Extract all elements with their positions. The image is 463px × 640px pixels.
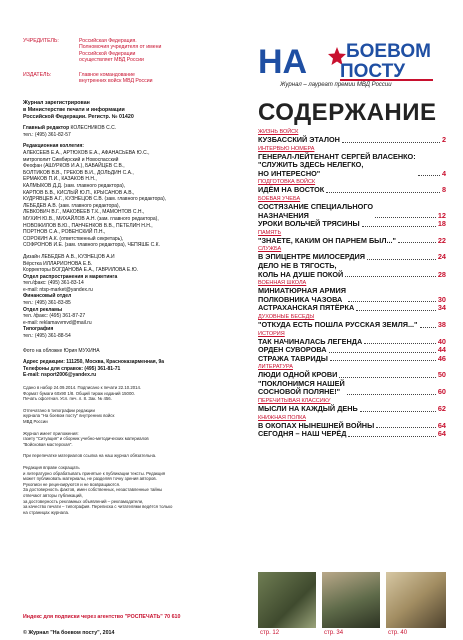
dot-leader — [348, 436, 435, 437]
toc-entry-title: ОРДЕН СУВОРОВА — [258, 345, 327, 355]
dot-leader — [362, 226, 436, 227]
toc-entry-title: В ОКОПАХ НЫНЕШНЕЙ ВОЙНЫ — [258, 420, 375, 430]
dot-leader — [342, 142, 440, 143]
toc-entry-page: 64 — [437, 420, 446, 430]
toc-entry-page: 50 — [437, 370, 446, 380]
toc-entry[interactable] — [258, 321, 446, 330]
toc-entry-page: 62 — [437, 404, 446, 414]
distribution-contacts: тел./факс: (495) 361-83-14 e-mail: ntsp-market@yandex.ru — [23, 280, 93, 293]
logo-boevom: БОЕВОМ — [346, 41, 431, 62]
toc-entry-page: 24 — [437, 252, 446, 262]
dot-leader — [367, 259, 436, 260]
toc-entry-page: 46 — [437, 353, 446, 363]
toc-category: ИНТЕРВЬЮ НОМЕРА — [258, 145, 315, 152]
toc-category: ВОЕННАЯ ШКОЛА — [258, 280, 307, 287]
toc-entry[interactable] — [258, 355, 446, 364]
dot-leader — [398, 242, 436, 243]
toc-entry-title: МЫСЛИ НА КАЖДЫЙ ДЕНЬ — [258, 404, 358, 414]
toc-category: ПЕРЕЧИТЫВАЯ КЛАССИКУ — [258, 398, 331, 405]
toc-category: БОЕВАЯ УЧЕБА — [258, 195, 301, 202]
toc-entry[interactable] — [258, 186, 446, 195]
toc-entry[interactable] — [258, 136, 446, 145]
toc-category: ЖИЗНЬ ВОЙСК — [258, 129, 299, 135]
caption-photo-1: стр. 12 — [260, 630, 280, 636]
finance-contacts: тел.: (495) 361-83-85 — [23, 300, 71, 307]
email: E-mail: nsport2006@yandex.ru — [23, 372, 97, 379]
logo-na: НА — [258, 43, 308, 81]
dot-leader — [356, 310, 436, 311]
dot-leader — [345, 276, 436, 277]
toc-entry-page: 28 — [437, 269, 446, 279]
photo-strip — [258, 572, 446, 628]
address: Адрес редакции: 111250, Москва, Красноказарменная, 9а — [23, 359, 165, 366]
dot-leader — [348, 301, 436, 302]
photo-page-12 — [258, 572, 316, 628]
tagline: Журнал – лауреат премии МВД России — [280, 82, 392, 88]
founder-label: УЧРЕДИТЕЛЬ: — [23, 38, 59, 44]
toc-entry-title: ИДЁМ НА ВОСТОК — [258, 185, 325, 195]
imprint-column — [23, 38, 238, 515]
editor-phone: тел.: (495) 361-82-57 — [23, 131, 71, 138]
board-block — [23, 143, 238, 249]
toc-entry[interactable] — [258, 203, 446, 220]
board-label: Редакционная коллегия: — [23, 143, 84, 150]
toc-entry[interactable] — [258, 220, 446, 229]
dot-leader — [376, 427, 436, 428]
toc-entry-title: СОСТЯЗАНИЕ СПЕЦИАЛЬНОГО НАЗНАЧЕНИЯ — [258, 201, 374, 220]
caption-photo-3: стр. 40 — [388, 630, 408, 636]
toc-category: КНИЖНАЯ ПОЛКА — [258, 414, 306, 421]
design-block: Дизайн ЛЕБЕДЕВ А.В., КУЗНЕЦОВ А.И Вёрстка ИЛЛАРИОНОВА Е.Б. Корректоры БОГДАНОВА Е.А., ГАВРИЛОВА Е.Ю. — [23, 253, 139, 274]
supplements: Журнал имеет приложения: газету "Ситуация" и сборник учебно-методических материалов "Войсковая мастерская". — [23, 430, 149, 447]
table-of-contents — [258, 128, 446, 439]
dot-leader — [326, 192, 440, 193]
editor-label: Главный редактор — [23, 125, 70, 132]
registration: Журнал зарегистрирован в Министерстве печати и информации Российской Федерации. Регистр. № 01420 — [23, 100, 134, 120]
dot-leader — [418, 175, 440, 176]
toc-entry-title: ТАК НАЧИНАЛАСЬ ЛЕГЕНДА — [258, 336, 363, 346]
toc-entry[interactable] — [258, 405, 446, 414]
toc-entry[interactable] — [258, 153, 446, 179]
printer-info: Отпечатано в типографии редакции журнала "На боевом посту" внутренних войск МВД России — [23, 407, 115, 424]
toc-entry-title: КУЗБАССКИЙ ЭТАЛОН — [258, 135, 340, 144]
toc-entry[interactable] — [258, 237, 446, 246]
cover-photo-credit: Фото на обложке Юрия МУХИНА — [23, 347, 100, 354]
contacts-block — [23, 359, 238, 379]
toc-category: СЛУЖБА — [258, 246, 282, 253]
founder-row — [23, 38, 238, 64]
distribution-title: Отдел распространения и маркетинга — [23, 273, 118, 280]
toc-entry-page: 8 — [441, 185, 446, 195]
toc-entry-title: СЕГОДНЯ – НАШ ЧЕРЁД — [258, 429, 347, 439]
toc-entry-page: 22 — [437, 235, 446, 245]
photo-page-40 — [386, 572, 446, 628]
toc-entry-title: СТРАЖА ТАВРИДЫ — [258, 353, 328, 363]
ads-contacts: тел. /факс: (495) 361-87-27 e-mail: reklamavvmvd@mail.ru — [23, 313, 92, 326]
dot-leader — [364, 343, 436, 344]
page-title: СОДЕРЖАНИЕ — [258, 99, 437, 126]
toc-entry-page: 60 — [437, 387, 446, 397]
dot-leader — [329, 352, 436, 353]
toc-entry-page: 40 — [437, 336, 446, 346]
publisher-text: Главное командование внутренних войск МВД России — [79, 71, 153, 85]
toc-entry-page: 34 — [437, 303, 446, 313]
toc-entry-title: ДЕЛО НЕ В ТЯГОСТЬ, КОЛЬ НА ДУШЕ ПОКОЙ — [258, 260, 344, 279]
magazine-logo — [258, 33, 443, 88]
toc-entry[interactable] — [258, 287, 446, 304]
toc-category: ПОДГОТОВКА ВОЙСК — [258, 179, 316, 186]
toc-entry-title: "ОТКУДА ЕСТЬ ПОШЛА РУССКАЯ ЗЕМЛЯ..." — [258, 319, 418, 329]
toc-entry-title: В ЭПИЦЕНТРЕ МИЛОСЕРДИЯ — [258, 252, 366, 262]
rights-note: Редакция вправе сокращать и литературно обрабатывать принятые к публикации тексты. Редакция может публиковать материалы, не разделяя точку зрения авторов. Рукописи не рецензируются и не возвращаются. За достоверность фактов, имен собственных, незаставленные тайны отвечают авторы публикаций, за достоверность рекламных объявлений – рекламодатели, за качество печати – типография. Переписка с читателями ведётся только на страницах журнала. — [23, 464, 173, 515]
toc-entry[interactable] — [258, 380, 446, 397]
dot-leader — [330, 360, 436, 361]
finance-title: Финансовый отдел — [23, 293, 72, 300]
dot-leader — [420, 327, 436, 328]
toc-entry[interactable] — [258, 262, 446, 279]
print-title: Типография — [23, 326, 54, 333]
photo-page-34 — [322, 572, 380, 628]
toc-entry-page: 30 — [437, 294, 446, 304]
logo-postu: ПОСТУ — [340, 61, 406, 82]
toc-entry-page: 44 — [437, 345, 446, 355]
print-info: Сдано в набор 24.09.2014. Подписано к печати 22.10.2014. Формат бумаги 60х90 1/8. Общий тираж изданий 15000. Печать офсетная. Усл. печ. л. 8. Зак. № 456. — [23, 385, 142, 402]
toc-entry-title: "ЗНАЕТЕ, КАКИМ ОН ПАРНЕМ БЫЛ..." — [258, 235, 396, 245]
phone: Телефоны для справок: (495) 361-81-71 — [23, 365, 121, 372]
toc-entry[interactable] — [258, 304, 446, 313]
editor-name: КОЛЕСНИКОВ С.С. — [70, 125, 117, 132]
copyright: © Журнал "На боевом посту", 2014 — [23, 630, 115, 636]
toc-entry[interactable] — [258, 430, 446, 439]
dot-leader — [339, 377, 436, 378]
publisher-row — [23, 72, 238, 85]
ads-title: Отдел рекламы — [23, 306, 63, 313]
toc-entry-title: ЛЮДИ ОДНОЙ КРОВИ — [258, 370, 338, 380]
reprint-note: При перепечатке материалов ссылка на наш журнал обязательна. — [23, 453, 157, 459]
toc-entry-title: "ПОКЛОНИМСЯ НАШЕЙ СОСНОВОЙ ПОЛЯНЕ!" — [258, 378, 345, 397]
toc-entry-page: 38 — [437, 319, 446, 329]
print-contacts: тел.: (495) 361-88-54 — [23, 333, 71, 340]
toc-entry-title: ГЕНЕРАЛ-ЛЕЙТЕНАНТ СЕРГЕЙ ВЛАСЕНКО: "СЛУЖИТЬ ЗДЕСЬ НЕЛЕГКО, НО ИНТЕРЕСНО" — [258, 151, 416, 178]
founder-text: Российская Федерация. Полномочия учредителя от имени Российской Федерации осуществляет МВД России — [79, 38, 162, 64]
dot-leader — [360, 411, 436, 412]
toc-entry-title: АСТРАХАНСКАЯ ПЯТЁРКА — [258, 303, 355, 313]
toc-entry-title: УРОКИ ВОЛЬЧЕЙ ТРЯСИНЫ — [258, 219, 360, 229]
toc-entry-page: 18 — [437, 219, 446, 229]
caption-photo-2: стр. 34 — [324, 630, 344, 636]
dot-leader — [347, 394, 436, 395]
subscription-index: Индекс для подписки через агентство "РОСПЕЧАТЬ" 70 610 — [23, 614, 181, 620]
distribution-block — [23, 274, 238, 340]
toc-category: ДУХОВНЫЕ БЕСЕДЫ — [258, 313, 315, 320]
toc-entry-title: МИНИАТЮРНАЯ АРМИЯ ПОЛКОВНИКА ЧАЗОВА — [258, 286, 347, 304]
toc-category: ЛИТЕРАТУРА — [258, 364, 293, 371]
publisher-label: ИЗДАТЕЛЬ: — [23, 71, 52, 78]
toc-entry-page: 4 — [441, 168, 446, 178]
editor-block — [23, 125, 238, 138]
toc-category: ПАМЯТЬ — [258, 229, 282, 236]
toc-entry-page: 12 — [437, 210, 446, 220]
board-list: АЛЕКСЕЕВ Е.А., АРТЮХОВ Е.А., АФАНАСЬЕВА Ю.С., митрополит Симбирский и Новоспасский Феофан (АШУРКОВ И.А.), БАБАЙЦЕВ С.В., БОЛТИКОВ В.В., ГРЕКОВ В.И., ДОЛЬДИН С.А., ЕРМАКОВ П.И., КАЗАКОВ Н.Н., КАЛМЫКОВ Д.Д. (зам. главного редактора), КАРПОВ Б.В., КИСЛЫЙ Ю.П., КРЫСАНОВ А.В., КУДРЯВЦЕВ А.Г., КУЗНЕЦОВ С.В. (зам. главного редактора), ЛЕБЕДЕВ А.В. (зам. главного редактора), ЛЕВКОВИЧ В.Г., МАКОВЕЕВ Т.К., МАМОНТОВ С.Н., МУХИН Ю.В., МИХАЙЛОВ А.Н. (зам. главного редактора), НОВОЖИЛОВ В.Ю., ПАНЧЕНКОВ В.В., ПЕТЕЛИН Н.Н., ПОРТНОВ С.А., РОВЕНСКИЙ П.Н., СОРОКИН А.К. (ответственный секретарь), СОФРОНОВ И.Е. (зам. главного редактора), ЧЕПЯШЕ С.К. — [23, 150, 167, 249]
dot-leader — [375, 217, 436, 218]
toc-category: ИСТОРИЯ — [258, 330, 285, 337]
toc-entry-page: 64 — [437, 429, 446, 439]
toc-entry-page: 2 — [441, 135, 446, 144]
